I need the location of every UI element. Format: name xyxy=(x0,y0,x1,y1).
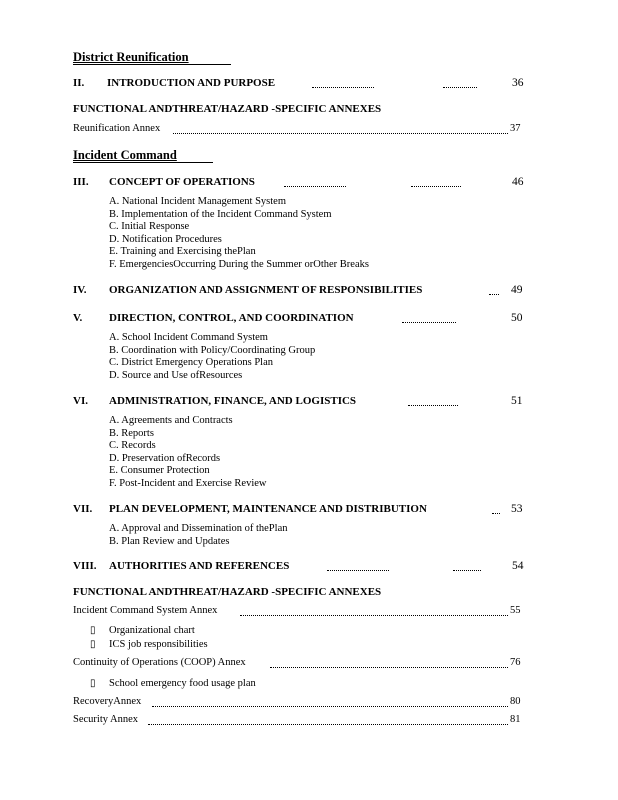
toc-ics-annex: Incident Command System Annex xyxy=(73,605,218,616)
toc-subitem: A. School Incident Command System xyxy=(109,332,268,343)
toc-subitem: B. Plan Review and Updates xyxy=(109,536,230,547)
bullet-icon: ▯ xyxy=(90,625,96,636)
toc-leader xyxy=(411,186,461,187)
toc-subitem: B. Implementation of the Incident Command System xyxy=(109,209,332,220)
toc-subitem: A. National Incident Management System xyxy=(109,196,286,207)
toc-roman-v: V. xyxy=(73,312,83,324)
toc-leader xyxy=(453,570,481,571)
heading-underline xyxy=(73,64,231,65)
toc-title-organization: ORGANIZATION AND ASSIGNMENT OF RESPONSIBILITIES xyxy=(109,284,423,296)
toc-page-55: 55 xyxy=(510,605,521,616)
toc-leader xyxy=(173,133,508,134)
toc-leader xyxy=(152,706,508,707)
toc-coop-annex: Continuity of Operations (COOP) Annex xyxy=(73,657,246,668)
toc-roman-vi: VI. xyxy=(73,395,88,407)
toc-subitem: B. Reports xyxy=(109,428,154,439)
toc-leader xyxy=(408,405,458,406)
toc-subitem: C. Initial Response xyxy=(109,221,190,232)
toc-bullet-item: ICS job responsibilities xyxy=(109,639,208,650)
toc-title-administration: ADMINISTRATION, FINANCE, AND LOGISTICS xyxy=(109,395,357,407)
toc-title-concept-of-operations: CONCEPT OF OPERATIONS xyxy=(109,176,255,188)
toc-subitem: D. Preservation ofRecords xyxy=(109,453,221,464)
toc-title-plan-development: PLAN DEVELOPMENT, MAINTENANCE AND DISTRIBUTION xyxy=(109,503,427,515)
toc-leader xyxy=(489,294,499,295)
toc-reunification-annex: Reunification Annex xyxy=(73,123,161,134)
bullet-icon: ▯ xyxy=(90,678,96,689)
toc-leader xyxy=(492,513,500,514)
bullet-icon: ▯ xyxy=(90,639,96,650)
toc-subitem: C. District Emergency Operations Plan xyxy=(109,357,273,368)
toc-subitem: E. Training and Exercising thePlan xyxy=(109,246,256,257)
toc-bullet-item: School emergency food usage plan xyxy=(109,678,256,689)
toc-page-50: 50 xyxy=(511,312,523,324)
toc-roman-iv: IV. xyxy=(73,284,87,296)
toc-page-46: 46 xyxy=(512,176,524,188)
toc-subitem: F. EmergenciesOccurring During the Summer orOther Breaks xyxy=(109,259,369,270)
toc-title-authorities: AUTHORITIES AND REFERENCES xyxy=(109,560,290,572)
toc-roman-iii: III. xyxy=(73,176,89,188)
toc-page-49: 49 xyxy=(511,284,523,296)
toc-leader xyxy=(402,322,456,323)
toc-page-76: 76 xyxy=(510,657,521,668)
toc-leader xyxy=(312,87,374,88)
toc-leader xyxy=(240,615,508,616)
toc-subitem: E. Consumer Protection xyxy=(109,465,210,476)
toc-page-80: 80 xyxy=(510,696,521,707)
toc-subitem: C. Records xyxy=(109,440,156,451)
toc-subitem: F. Post-Incident and Exercise Review xyxy=(109,478,267,489)
toc-recovery-annex: RecoveryAnnex xyxy=(73,696,142,707)
toc-functional-annexes-heading: FUNCTIONAL ANDTHREAT/HAZARD -SPECIFIC ANNEXES xyxy=(73,586,382,598)
toc-leader xyxy=(148,724,508,725)
toc-leader xyxy=(327,570,389,571)
toc-page-51: 51 xyxy=(511,395,523,407)
toc-subitem: B. Coordination with Policy/Coordinating Group xyxy=(109,345,316,356)
toc-leader xyxy=(443,87,477,88)
toc-page-54: 54 xyxy=(512,560,524,572)
toc-roman-vii: VII. xyxy=(73,503,93,515)
toc-subitem: D. Source and Use ofResources xyxy=(109,370,243,381)
toc-page-53: 53 xyxy=(511,503,523,515)
heading-district-reunification: District Reunification xyxy=(73,50,189,64)
toc-page-37: 37 xyxy=(510,123,521,134)
toc-page-36: 36 xyxy=(512,77,524,89)
toc-roman-ii: II. xyxy=(73,77,85,89)
heading-incident-command: Incident Command xyxy=(73,148,177,162)
toc-title-direction-control: DIRECTION, CONTROL, AND COORDINATION xyxy=(109,312,354,324)
toc-security-annex: Security Annex xyxy=(73,714,139,725)
toc-functional-annexes-heading: FUNCTIONAL ANDTHREAT/HAZARD -SPECIFIC ANNEXES xyxy=(73,103,382,115)
toc-page-81: 81 xyxy=(510,714,521,725)
toc-bullet-item: Organizational chart xyxy=(109,625,195,636)
toc-leader xyxy=(270,667,508,668)
toc-leader xyxy=(284,186,346,187)
toc-subitem: D. Notification Procedures xyxy=(109,234,222,245)
toc-subitem: A. Agreements and Contracts xyxy=(109,415,233,426)
toc-subitem: A. Approval and Dissemination of thePlan xyxy=(109,523,288,534)
heading-underline xyxy=(73,162,213,163)
toc-roman-viii: VIII. xyxy=(73,560,97,572)
toc-title-introduction: INTRODUCTION AND PURPOSE xyxy=(107,77,276,89)
